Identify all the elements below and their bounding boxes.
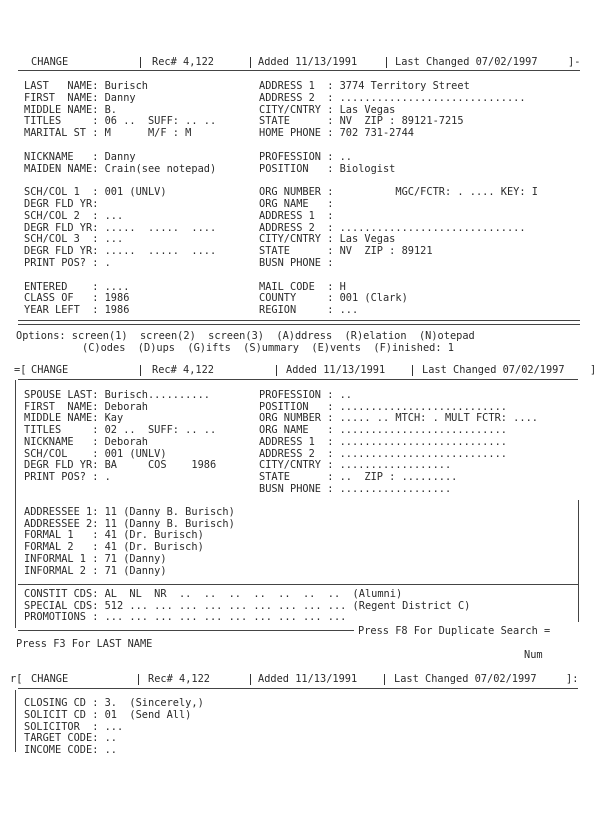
screen-1-field-line[interactable]: ADDRESS 2 : .............................. xyxy=(259,91,526,104)
screen-2-field-line[interactable]: ADDRESSEE 1: 11 (Danny B. Burisch) xyxy=(24,506,235,518)
screen-1-field-line[interactable]: ADDRESS 1 : xyxy=(259,209,334,222)
added-date: Added 11/13/1991 xyxy=(286,364,386,376)
corner-glyph: =[ xyxy=(14,364,27,376)
screen-2-field-line[interactable]: CITY/CNTRY : .................. xyxy=(259,459,452,472)
header-separator xyxy=(140,57,141,68)
added-date: Added 11/13/1991 xyxy=(258,673,358,685)
screen-1-field-line[interactable]: MAIL CODE : H xyxy=(259,280,346,293)
last-changed-date: Last Changed 07/02/1997 xyxy=(395,56,538,68)
screen-3-field-line[interactable]: TARGET CODE: .. xyxy=(24,732,117,745)
mode-label: CHANGE xyxy=(31,56,69,68)
screen-1-field-line[interactable]: ENTERED : .... xyxy=(24,280,130,293)
screen-1-field-line[interactable]: MARITAL ST : M M/F : M xyxy=(24,127,192,140)
screen-3-field-line[interactable]: SOLICITOR : ... xyxy=(24,720,124,733)
screen-1-field-line[interactable]: ORG NUMBER : MGC/FCTR: . .... KEY: I xyxy=(259,186,538,199)
mode-label: CHANGE xyxy=(31,673,69,685)
screen-1-field-line[interactable]: HOME PHONE : 702 731-2744 xyxy=(259,127,414,140)
header-rule xyxy=(18,379,578,380)
screen-1-field-line[interactable]: STATE : NV ZIP : 89121 xyxy=(259,245,433,258)
header-separator xyxy=(138,674,139,685)
screen-1-field-line[interactable]: ORG NAME : xyxy=(259,198,334,210)
screen-3-field-line[interactable]: SOLICIT CD : 01 (Send All) xyxy=(24,708,192,721)
screen-1-field-line[interactable]: SCH/COL 1 : 001 (UNLV) xyxy=(24,186,167,199)
screen-1-field-line[interactable]: MAIDEN NAME: Crain(see notepad) xyxy=(24,162,217,175)
screen-2-field-line[interactable]: PRINT POS? : . xyxy=(24,470,111,483)
last-changed-date: Last Changed 07/02/1997 xyxy=(422,364,565,376)
screen-2-field-line[interactable]: DEGR FLD YR: BA COS 1986 xyxy=(24,459,217,472)
left-border xyxy=(15,380,16,628)
added-date: Added 11/13/1991 xyxy=(258,56,358,68)
record-number: Rec# 4,122 xyxy=(152,56,214,68)
screen-2-field-line[interactable]: TITLES : 02 .. SUFF: .. .. xyxy=(24,424,217,437)
screen-2-field-line[interactable]: PROFESSION : .. xyxy=(259,389,352,401)
screen-1-field-line[interactable]: COUNTY : 001 (Clark) xyxy=(259,292,408,305)
left-border xyxy=(15,690,16,752)
header-end: ]: xyxy=(566,673,579,685)
screen-1-field-line[interactable]: NICKNAME : Danny xyxy=(24,150,136,163)
screen-1-field-line[interactable]: DEGR FLD YR: ..... ..... .... xyxy=(24,245,217,258)
screen-1-field-line[interactable]: FIRST NAME: Danny xyxy=(24,91,136,104)
header-rule xyxy=(18,70,580,71)
screen-1-field-line[interactable]: BUSN PHONE : xyxy=(259,257,334,269)
screen-1-field-line[interactable]: TITLES : 06 .. SUFF: .. .. xyxy=(24,115,217,128)
section-rule xyxy=(18,584,578,585)
screen-2-field-line[interactable]: ORG NUMBER : ..... .. MTCH: . MULT FCTR: .... xyxy=(259,412,538,425)
screen-1-field-line[interactable]: DEGR FLD YR: xyxy=(24,198,99,210)
right-border xyxy=(578,500,579,622)
record-number: Rec# 4,122 xyxy=(152,364,214,376)
screen-3-field-line[interactable]: INCOME CODE: .. xyxy=(24,744,117,757)
num-lock-indicator: Num xyxy=(524,649,543,661)
header-end: ] xyxy=(590,364,597,376)
screen-1-field-line[interactable]: DEGR FLD YR: ..... ..... .... xyxy=(24,221,217,234)
screen-2-field-line[interactable]: NICKNAME : Deborah xyxy=(24,435,148,448)
header-separator xyxy=(140,365,141,376)
screen-1-field-line[interactable]: MIDDLE NAME: B. xyxy=(24,103,117,116)
screen-2-field-line[interactable]: BUSN PHONE : .................. xyxy=(259,482,452,495)
screen-1-field-line[interactable]: ADDRESS 1 : 3774 Territory Street xyxy=(259,80,470,92)
duplicate-search-hint: Press F8 For Duplicate Search = xyxy=(358,625,551,637)
screen-1-field-line[interactable]: REGION : ... xyxy=(259,304,359,317)
screen-2-field-line[interactable]: ORG NAME : ........................... xyxy=(259,424,507,437)
screen-2-field-line[interactable]: POSITION : ........................... xyxy=(259,400,507,413)
header-end: ]- xyxy=(568,56,581,68)
screen-2-field-line[interactable]: ADDRESS 2 : ........................... xyxy=(259,447,507,460)
screen-1-field-line[interactable]: SCH/COL 2 : ... xyxy=(24,209,124,222)
screen-1-bottom-rule xyxy=(18,320,580,325)
options-menu-line-2[interactable]: (C)odes (D)ups (G)ifts (S)ummary (E)vents (F)inished: 1 xyxy=(82,342,454,354)
options-menu[interactable]: Options: screen(1) screen(2) screen(3) (A)ddress (R)elation (N)otepad xyxy=(16,330,475,342)
screen-1-field-line[interactable]: ADDRESS 2 : .............................. xyxy=(259,221,526,234)
screen-2-field-line[interactable]: FIRST NAME: Deborah xyxy=(24,400,148,413)
screen-1-field-line[interactable]: LAST NAME: Burisch xyxy=(24,80,148,92)
screen-2-field-line[interactable]: ADDRESSEE 2: 11 (Danny B. Burisch) xyxy=(24,517,235,530)
screen-2-field-line[interactable]: FORMAL 2 : 41 (Dr. Burisch) xyxy=(24,541,204,554)
screen-2-field-line[interactable]: INFORMAL 1 : 71 (Danny) xyxy=(24,552,167,565)
screen-2-field-line[interactable]: CONSTIT CDS: AL NL NR .. .. .. .. .. .. .. (Alumni) xyxy=(24,587,403,600)
f3-hint: Press F3 For LAST NAME xyxy=(16,638,153,650)
screen-2-bottom-rule xyxy=(18,630,354,631)
corner-glyph: r[ xyxy=(10,673,23,685)
header-separator xyxy=(384,674,385,685)
screen-1-field-line[interactable]: PRINT POS? : . xyxy=(24,257,111,269)
screen-1-field-line[interactable]: STATE : NV ZIP : 89121-7215 xyxy=(259,115,464,128)
mode-label: CHANGE xyxy=(31,364,69,376)
screen-1-field-line[interactable]: CITY/CNTRY : Las Vegas xyxy=(259,233,396,246)
screen-1-field-line[interactable]: SCH/COL 3 : ... xyxy=(24,233,124,246)
screen-1-field-line[interactable]: POSITION : Biologist xyxy=(259,162,396,175)
header-separator xyxy=(250,57,251,68)
last-changed-date: Last Changed 07/02/1997 xyxy=(394,673,537,685)
screen-2-field-line[interactable]: STATE : .. ZIP : ......... xyxy=(259,470,458,483)
screen-1-field-line[interactable]: CLASS OF : 1986 xyxy=(24,292,130,305)
header-separator xyxy=(412,365,413,376)
header-separator xyxy=(276,365,277,376)
screen-2-field-line[interactable]: SPOUSE LAST: Burisch.......... xyxy=(24,389,210,401)
screen-1-field-line[interactable]: CITY/CNTRY : Las Vegas xyxy=(259,103,396,116)
header-rule xyxy=(18,688,578,689)
screen-2-field-line[interactable]: SCH/COL : 001 (UNLV) xyxy=(24,447,167,460)
screen-1-field-line[interactable]: YEAR LEFT : 1986 xyxy=(24,304,130,317)
screen-2-field-line[interactable]: ADDRESS 1 : ........................... xyxy=(259,435,507,448)
screen-3-field-line[interactable]: CLOSING CD : 3. (Sincerely,) xyxy=(24,697,204,709)
record-number: Rec# 4,122 xyxy=(148,673,210,685)
screen-2-field-line[interactable]: MIDDLE NAME: Kay xyxy=(24,412,124,425)
screen-2-field-line[interactable]: INFORMAL 2 : 71 (Danny) xyxy=(24,564,167,577)
screen-2-field-line[interactable]: SPECIAL CDS: 512 ... ... ... ... ... ... ... ... ... (Regent District C) xyxy=(24,599,471,612)
screen-2-field-line[interactable]: FORMAL 1 : 41 (Dr. Burisch) xyxy=(24,529,204,542)
header-separator xyxy=(250,674,251,685)
screen-2-field-line[interactable]: PROMOTIONS : ... ... ... ... ... ... ... ... ... ... xyxy=(24,611,347,624)
header-separator xyxy=(386,57,387,68)
screen-1-field-line[interactable]: PROFESSION : .. xyxy=(259,150,352,163)
